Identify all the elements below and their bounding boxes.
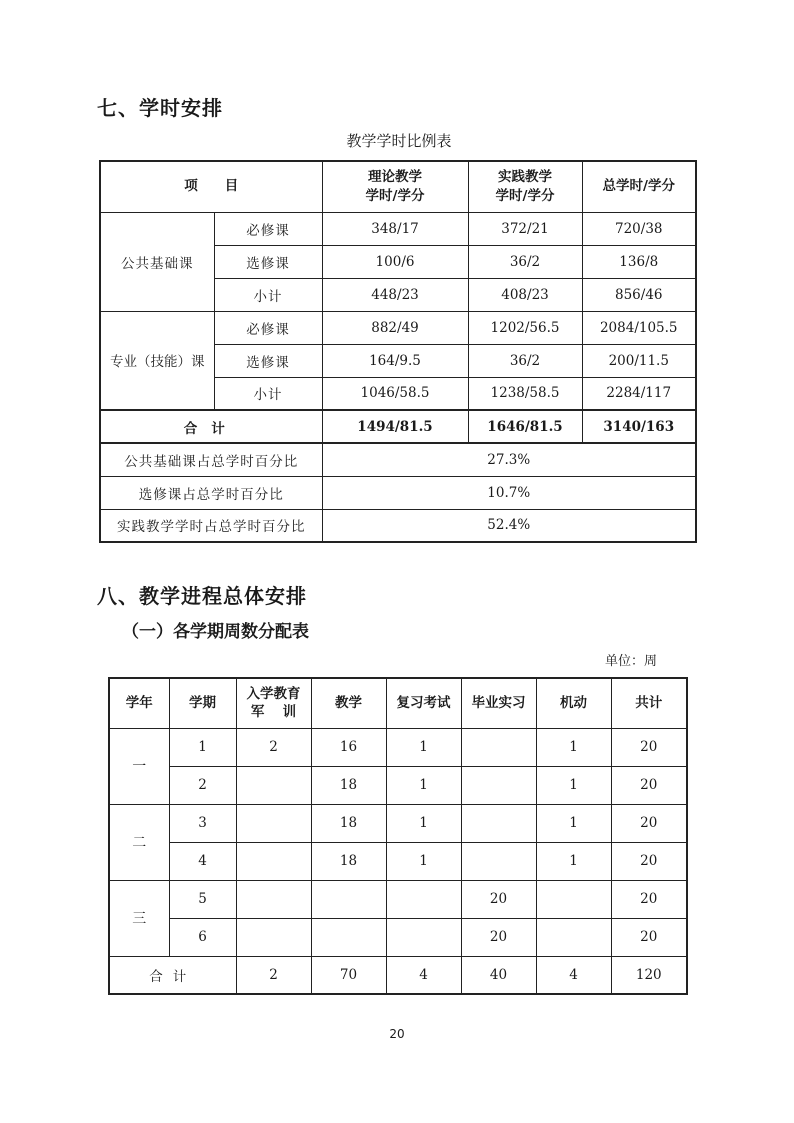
page-number: 20 [389, 1027, 405, 1041]
header-total: 总学时/学分 [582, 161, 696, 212]
term-cell: 5 [169, 880, 236, 918]
teaching-cell [311, 918, 386, 956]
header-total: 共计 [611, 678, 687, 728]
course-type: 必修课 [214, 212, 322, 245]
weeks-distribution-table [108, 677, 688, 995]
course-type: 选修课 [214, 344, 322, 377]
term-cell: 6 [169, 918, 236, 956]
teaching-cell: 18 [311, 842, 386, 880]
orientation-cell: 2 [236, 728, 311, 766]
section-8-heading: 八、教学进程总体安排 [97, 584, 307, 608]
course-type: 小计 [214, 278, 322, 311]
flexible-cell [536, 918, 611, 956]
table-row [109, 842, 687, 880]
header-internship: 毕业实习 [461, 678, 536, 728]
ratio-label: 公共基础课占总学时百分比 [100, 443, 322, 476]
total-cell: 20 [611, 842, 687, 880]
ratio-row [100, 443, 696, 476]
table-row [109, 880, 687, 918]
practice-value: 1202/56.5 [468, 311, 582, 344]
ratio-row [100, 509, 696, 542]
term-cell: 1 [169, 728, 236, 766]
flexible-cell [536, 880, 611, 918]
grand-total-theory: 1494/81.5 [322, 410, 468, 443]
orientation-cell [236, 766, 311, 804]
theory-value: 448/23 [322, 278, 468, 311]
total-cell: 20 [611, 918, 687, 956]
total-label: 合计 [109, 956, 236, 994]
exam-cell: 1 [386, 766, 461, 804]
grand-total-row [100, 410, 696, 443]
year-cell: 二 [109, 804, 169, 880]
section-7-heading: 七、学时安排 [97, 96, 223, 120]
practice-value: 1238/58.5 [468, 377, 582, 410]
table-row [109, 728, 687, 766]
flexible-cell: 1 [536, 766, 611, 804]
group-name: 专业（技能）课 [100, 311, 214, 410]
total-value: 2084/105.5 [582, 311, 696, 344]
course-type: 小计 [214, 377, 322, 410]
theory-value: 882/49 [322, 311, 468, 344]
group-name: 公共基础课 [100, 212, 214, 311]
flexible-total: 4 [536, 956, 611, 994]
exam-cell: 1 [386, 842, 461, 880]
course-type: 必修课 [214, 311, 322, 344]
header-theory-line1: 理论教学 [368, 168, 422, 185]
table-row [109, 766, 687, 804]
table-row [100, 311, 696, 344]
header-practice-line2: 学时/学分 [495, 187, 555, 204]
practice-value: 372/21 [468, 212, 582, 245]
teaching-cell: 18 [311, 766, 386, 804]
exam-cell [386, 880, 461, 918]
theory-value: 348/17 [322, 212, 468, 245]
internship-cell [461, 766, 536, 804]
header-orientation-line2: 军 训 [250, 704, 297, 721]
header-theory-line2: 学时/学分 [365, 187, 425, 204]
teaching-cell [311, 880, 386, 918]
table-row [100, 212, 696, 245]
total-cell: 20 [611, 766, 687, 804]
theory-value: 100/6 [322, 245, 468, 278]
exam-cell [386, 918, 461, 956]
internship-cell: 20 [461, 918, 536, 956]
header-teaching: 教学 [311, 678, 386, 728]
exam-cell: 1 [386, 728, 461, 766]
header-item: 项 目 [100, 161, 322, 212]
practice-value: 36/2 [468, 245, 582, 278]
section-8-subheading: （一）各学期周数分配表 [122, 622, 309, 642]
header-year: 学年 [109, 678, 169, 728]
header-flexible: 机动 [536, 678, 611, 728]
hours-ratio-table [99, 160, 697, 543]
header-orientation [236, 678, 311, 728]
total-value: 136/8 [582, 245, 696, 278]
ratio-row [100, 476, 696, 509]
orientation-total: 2 [236, 956, 311, 994]
internship-cell [461, 728, 536, 766]
total-cell: 20 [611, 728, 687, 766]
ratio-label: 选修课占总学时百分比 [100, 476, 322, 509]
grand-total: 120 [611, 956, 687, 994]
table-row [109, 918, 687, 956]
exam-total: 4 [386, 956, 461, 994]
header-orientation-line1: 入学教育 [246, 686, 301, 703]
header-practice [468, 161, 582, 212]
orientation-cell [236, 918, 311, 956]
header-practice-line1: 实践教学 [498, 168, 552, 185]
table-row [109, 804, 687, 842]
header-exam: 复习考试 [386, 678, 461, 728]
header-theory [322, 161, 468, 212]
term-cell: 3 [169, 804, 236, 842]
flexible-cell: 1 [536, 804, 611, 842]
total-value: 720/38 [582, 212, 696, 245]
internship-cell [461, 804, 536, 842]
internship-cell: 20 [461, 880, 536, 918]
theory-value: 1046/58.5 [322, 377, 468, 410]
total-value: 200/11.5 [582, 344, 696, 377]
orientation-cell [236, 880, 311, 918]
course-type: 选修课 [214, 245, 322, 278]
term-cell: 4 [169, 842, 236, 880]
flexible-cell: 1 [536, 842, 611, 880]
table-header-row [100, 161, 696, 212]
grand-total-total: 3140/163 [582, 410, 696, 443]
ratio-value: 27.3% [322, 443, 696, 476]
hours-ratio-table-caption: 教学学时比例表 [346, 132, 452, 150]
orientation-cell [236, 842, 311, 880]
term-cell: 2 [169, 766, 236, 804]
ratio-value: 52.4% [322, 509, 696, 542]
theory-value: 164/9.5 [322, 344, 468, 377]
internship-total: 40 [461, 956, 536, 994]
ratio-value: 10.7% [322, 476, 696, 509]
year-cell: 一 [109, 728, 169, 804]
flexible-cell: 1 [536, 728, 611, 766]
year-cell: 三 [109, 880, 169, 956]
total-value: 2284/117 [582, 377, 696, 410]
grand-total-label: 合计 [100, 410, 322, 443]
total-cell: 20 [611, 880, 687, 918]
total-cell: 20 [611, 804, 687, 842]
header-term: 学期 [169, 678, 236, 728]
grand-total-practice: 1646/81.5 [468, 410, 582, 443]
teaching-cell: 16 [311, 728, 386, 766]
total-row [109, 956, 687, 994]
total-value: 856/46 [582, 278, 696, 311]
practice-value: 36/2 [468, 344, 582, 377]
unit-label: 单位：周 [605, 654, 658, 669]
teaching-total: 70 [311, 956, 386, 994]
orientation-cell [236, 804, 311, 842]
internship-cell [461, 842, 536, 880]
table-header-row [109, 678, 687, 728]
ratio-label: 实践教学学时占总学时百分比 [100, 509, 322, 542]
exam-cell: 1 [386, 804, 461, 842]
practice-value: 408/23 [468, 278, 582, 311]
teaching-cell: 18 [311, 804, 386, 842]
